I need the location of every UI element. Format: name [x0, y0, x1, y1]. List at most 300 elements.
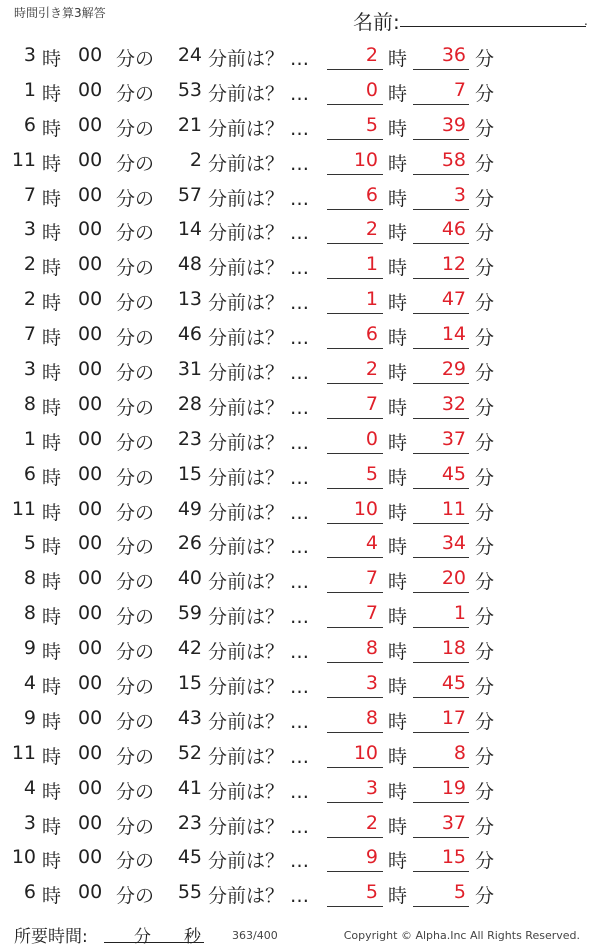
question-minutes-before: 53	[177, 78, 202, 101]
question-minute: 00	[78, 602, 103, 625]
answer-minute-unit: 分	[475, 257, 495, 280]
question-minute: 00	[78, 811, 103, 834]
answer-hour: 5	[365, 113, 378, 136]
question-suffix: 分前は？ …	[208, 780, 310, 803]
problem-row	[0, 736, 600, 771]
answer-minute-line	[413, 174, 469, 175]
answer-hour-unit: 時	[388, 48, 408, 70]
problem-row	[0, 247, 600, 282]
answer-hour-unit: 時	[388, 571, 408, 594]
answer-hour: 4	[365, 532, 378, 555]
answer-minute: 58	[441, 148, 466, 171]
answer-minute: 32	[441, 392, 466, 415]
question-suffix: 分前は？ …	[208, 745, 310, 768]
question-minutes-before: 57	[177, 183, 202, 206]
question-minutes-before: 43	[177, 706, 202, 729]
answer-minute-line	[413, 906, 469, 907]
question-hour: 3	[23, 811, 36, 834]
answer-hour-line	[327, 243, 383, 244]
answer-hour-line	[327, 662, 383, 663]
answer-minute-unit: 分	[475, 676, 495, 699]
answer-hour-line	[327, 871, 383, 872]
problem-row	[0, 352, 600, 387]
question-minute-unit: 分の	[116, 117, 155, 140]
answer-minute-line	[413, 837, 469, 838]
answer-minute-line	[413, 627, 469, 628]
answer-hour: 10	[353, 741, 378, 764]
question-hour-unit: 時	[42, 292, 62, 315]
answer-minute-line	[413, 348, 469, 349]
question-suffix: 分前は？ …	[208, 362, 310, 385]
answer-minute-unit: 分	[475, 780, 495, 803]
question-hour-unit: 時	[42, 82, 62, 105]
question-minute-unit: 分の	[116, 885, 155, 908]
question-hour-unit: 時	[42, 676, 62, 699]
question-minute-unit: 分の	[116, 850, 155, 873]
question-minutes-before: 41	[177, 776, 202, 799]
answer-minute: 45	[441, 462, 466, 485]
question-hour: 4	[23, 776, 36, 799]
question-minutes-before: 21	[177, 113, 202, 136]
question-minute-unit: 分の	[116, 187, 155, 210]
answer-minute: 3	[453, 183, 466, 206]
copyright: Copyright © Alpha.Inc All Rights Reserved.	[343, 929, 580, 942]
answer-minute-line	[413, 139, 469, 140]
question-minutes-before: 24	[177, 44, 202, 66]
answer-hour-unit: 時	[388, 466, 408, 489]
question-minute-unit: 分の	[116, 362, 155, 385]
problem-list	[0, 38, 600, 910]
question-minutes-before: 46	[177, 323, 202, 346]
problem-row	[0, 387, 600, 422]
answer-hour-line	[327, 837, 383, 838]
question-minute: 00	[78, 497, 103, 520]
answer-hour: 0	[365, 78, 378, 101]
answer-minute-unit: 分	[475, 501, 495, 524]
problem-row	[0, 771, 600, 806]
answer-minute: 18	[441, 637, 466, 660]
answer-hour: 8	[365, 706, 378, 729]
answer-hour-unit: 時	[388, 780, 408, 803]
answer-hour: 7	[365, 602, 378, 625]
answer-minute-line	[413, 662, 469, 663]
question-suffix: 分前は？ …	[208, 466, 310, 489]
question-hour-unit: 時	[42, 431, 62, 454]
answer-hour-unit: 時	[388, 396, 408, 419]
answer-hour-line	[327, 697, 383, 698]
answer-hour-line	[327, 732, 383, 733]
question-minute: 00	[78, 846, 103, 869]
question-suffix: 分前は？ …	[208, 501, 310, 524]
question-hour-unit: 時	[42, 815, 62, 838]
question-minute: 00	[78, 288, 103, 311]
answer-hour-line	[327, 348, 383, 349]
question-minutes-before: 2	[189, 148, 202, 171]
question-minute-unit: 分の	[116, 571, 155, 594]
question-hour-unit: 時	[42, 501, 62, 524]
answer-hour: 5	[365, 881, 378, 904]
answer-hour-unit: 時	[388, 745, 408, 768]
answer-minute-unit: 分	[475, 606, 495, 629]
answer-hour: 0	[365, 427, 378, 450]
answer-minute: 37	[441, 811, 466, 834]
question-hour-unit: 時	[42, 187, 62, 210]
question-suffix: 分前は？ …	[208, 187, 310, 210]
question-minutes-before: 28	[177, 392, 202, 415]
question-minute-unit: 分の	[116, 257, 155, 280]
answer-minute: 19	[441, 776, 466, 799]
question-suffix: 分前は？ …	[208, 82, 310, 105]
question-hour-unit: 時	[42, 641, 62, 664]
answer-hour-line	[327, 523, 383, 524]
answer-minute-line	[413, 278, 469, 279]
answer-minute-unit: 分	[475, 327, 495, 350]
page-number: 363/400	[232, 929, 278, 942]
question-hour-unit: 時	[42, 152, 62, 175]
answer-minute-line	[413, 243, 469, 244]
answer-minute: 20	[441, 567, 466, 590]
answer-minute-line	[413, 523, 469, 524]
question-minutes-before: 42	[177, 637, 202, 660]
answer-minute: 8	[453, 741, 466, 764]
answer-minute-unit: 分	[475, 48, 495, 70]
answer-hour-unit: 時	[388, 641, 408, 664]
answer-minute-unit: 分	[475, 745, 495, 768]
name-label: 名前:	[353, 10, 400, 34]
question-suffix: 分前は？ …	[208, 850, 310, 873]
answer-hour-unit: 時	[388, 292, 408, 315]
problem-row	[0, 666, 600, 701]
question-suffix: 分前は？ …	[208, 48, 310, 70]
problem-row	[0, 875, 600, 910]
answer-minute: 14	[441, 323, 466, 346]
question-minute-unit: 分の	[116, 222, 155, 245]
question-hour-unit: 時	[42, 466, 62, 489]
answer-hour-line	[327, 767, 383, 768]
answer-minute-unit: 分	[475, 571, 495, 594]
question-hour-unit: 時	[42, 536, 62, 559]
answer-hour-unit: 時	[388, 885, 408, 908]
name-field-line	[400, 26, 586, 27]
question-minute-unit: 分の	[116, 676, 155, 699]
question-minutes-before: 23	[177, 811, 202, 834]
answer-minute-line	[413, 209, 469, 210]
question-minutes-before: 13	[177, 288, 202, 311]
question-minutes-before: 15	[177, 462, 202, 485]
answer-hour: 2	[365, 218, 378, 241]
question-hour: 3	[23, 218, 36, 241]
question-hour: 6	[23, 881, 36, 904]
answer-hour-unit: 時	[388, 815, 408, 838]
answer-hour-line	[327, 69, 383, 70]
answer-minute: 5	[453, 881, 466, 904]
answer-hour: 2	[365, 44, 378, 66]
question-hour: 2	[23, 288, 36, 311]
answer-hour-unit: 時	[388, 82, 408, 105]
answer-minute-unit: 分	[475, 466, 495, 489]
question-hour-unit: 時	[42, 885, 62, 908]
answer-hour-unit: 時	[388, 362, 408, 385]
question-minute-unit: 分の	[116, 292, 155, 315]
question-minute: 00	[78, 218, 103, 241]
answer-minute: 46	[441, 218, 466, 241]
question-minutes-before: 23	[177, 427, 202, 450]
answer-minute-unit: 分	[475, 885, 495, 908]
question-hour: 7	[23, 323, 36, 346]
question-minutes-before: 55	[177, 881, 202, 904]
problem-row	[0, 73, 600, 108]
problem-row	[0, 806, 600, 841]
problem-row	[0, 701, 600, 736]
answer-minute: 12	[441, 253, 466, 276]
answer-minute-line	[413, 104, 469, 105]
question-minutes-before: 31	[177, 358, 202, 381]
answer-hour: 1	[365, 288, 378, 311]
problem-row	[0, 178, 600, 213]
problem-row	[0, 422, 600, 457]
answer-hour-line	[327, 418, 383, 419]
question-hour: 3	[23, 44, 36, 66]
question-minute: 00	[78, 706, 103, 729]
answer-minute: 1	[453, 602, 466, 625]
question-hour-unit: 時	[42, 850, 62, 873]
answer-hour-line	[327, 174, 383, 175]
answer-minute-line	[413, 313, 469, 314]
question-minutes-before: 52	[177, 741, 202, 764]
question-minutes-before: 15	[177, 672, 202, 695]
answer-hour-line	[327, 627, 383, 628]
question-hour-unit: 時	[42, 362, 62, 385]
question-hour: 1	[23, 78, 36, 101]
question-minute-unit: 分の	[116, 48, 155, 70]
problem-row	[0, 631, 600, 666]
problem-row	[0, 596, 600, 631]
answer-minute-unit: 分	[475, 710, 495, 733]
answer-minute-line	[413, 383, 469, 384]
question-hour: 3	[23, 358, 36, 381]
answer-hour-line	[327, 557, 383, 558]
answer-hour-line	[327, 453, 383, 454]
answer-minute-line	[413, 802, 469, 803]
answer-minute: 45	[441, 672, 466, 695]
answer-hour-unit: 時	[388, 222, 408, 245]
answer-minute-unit: 分	[475, 850, 495, 873]
question-hour-unit: 時	[42, 117, 62, 140]
question-minute-unit: 分の	[116, 710, 155, 733]
problem-row	[0, 108, 600, 143]
answer-minute-line	[413, 557, 469, 558]
problem-row	[0, 212, 600, 247]
answer-minute-line	[413, 418, 469, 419]
answer-minute-unit: 分	[475, 396, 495, 419]
answer-hour: 6	[365, 323, 378, 346]
answer-hour-unit: 時	[388, 606, 408, 629]
answer-hour-line	[327, 592, 383, 593]
answer-hour: 6	[365, 183, 378, 206]
answer-minute-line	[413, 488, 469, 489]
question-minute: 00	[78, 323, 103, 346]
time-sec-label: 秒	[184, 927, 201, 947]
answer-minute-line	[413, 697, 469, 698]
question-minute-unit: 分の	[116, 466, 155, 489]
answer-hour-unit: 時	[388, 327, 408, 350]
answer-minute: 29	[441, 358, 466, 381]
question-hour: 9	[23, 637, 36, 660]
question-suffix: 分前は？ …	[208, 606, 310, 629]
question-hour: 8	[23, 392, 36, 415]
answer-hour-line	[327, 139, 383, 140]
answer-minute-line	[413, 767, 469, 768]
answer-hour-line	[327, 104, 383, 105]
question-minute-unit: 分の	[116, 641, 155, 664]
question-minutes-before: 40	[177, 567, 202, 590]
question-minute: 00	[78, 78, 103, 101]
answer-minute-line	[413, 592, 469, 593]
question-minute: 00	[78, 358, 103, 381]
question-minutes-before: 45	[177, 846, 202, 869]
question-hour: 8	[23, 602, 36, 625]
question-hour: 5	[23, 532, 36, 555]
question-minute: 00	[78, 532, 103, 555]
answer-minute-unit: 分	[475, 536, 495, 559]
answer-hour-unit: 時	[388, 536, 408, 559]
answer-hour: 10	[353, 497, 378, 520]
problem-row	[0, 457, 600, 492]
answer-minute: 47	[441, 288, 466, 311]
question-hour-unit: 時	[42, 606, 62, 629]
answer-hour: 2	[365, 358, 378, 381]
question-minutes-before: 49	[177, 497, 202, 520]
answer-minute-line	[413, 871, 469, 872]
answer-minute-unit: 分	[475, 431, 495, 454]
question-suffix: 分前は？ …	[208, 571, 310, 594]
question-suffix: 分前は？ …	[208, 885, 310, 908]
question-minute-unit: 分の	[116, 396, 155, 419]
answer-hour-line	[327, 802, 383, 803]
answer-minute-unit: 分	[475, 292, 495, 315]
question-hour: 2	[23, 253, 36, 276]
question-hour: 11	[11, 741, 36, 764]
answer-minute: 17	[441, 706, 466, 729]
question-suffix: 分前は？ …	[208, 152, 310, 175]
problem-row	[0, 840, 600, 875]
answer-hour: 3	[365, 776, 378, 799]
question-minute: 00	[78, 637, 103, 660]
question-minutes-before: 14	[177, 218, 202, 241]
answer-hour-unit: 時	[388, 710, 408, 733]
question-suffix: 分前は？ …	[208, 117, 310, 140]
answer-minute-unit: 分	[475, 117, 495, 140]
question-suffix: 分前は？ …	[208, 222, 310, 245]
question-suffix: 分前は？ …	[208, 396, 310, 419]
question-minute: 00	[78, 776, 103, 799]
question-hour-unit: 時	[42, 257, 62, 280]
answer-hour-line	[327, 209, 383, 210]
problem-row	[0, 317, 600, 352]
problem-row	[0, 561, 600, 596]
answer-hour-line	[327, 383, 383, 384]
question-minute: 00	[78, 148, 103, 171]
question-hour-unit: 時	[42, 745, 62, 768]
question-minute: 00	[78, 567, 103, 590]
answer-hour: 9	[365, 846, 378, 869]
answer-minute-unit: 分	[475, 362, 495, 385]
question-minute-unit: 分の	[116, 431, 155, 454]
question-minute-unit: 分の	[116, 327, 155, 350]
answer-hour-unit: 時	[388, 187, 408, 210]
question-minute-unit: 分の	[116, 745, 155, 768]
question-hour: 11	[11, 148, 36, 171]
answer-minute-line	[413, 453, 469, 454]
answer-hour-unit: 時	[388, 501, 408, 524]
question-suffix: 分前は？ …	[208, 815, 310, 838]
answer-hour: 7	[365, 567, 378, 590]
question-suffix: 分前は？ …	[208, 710, 310, 733]
answer-minute-line	[413, 69, 469, 70]
question-suffix: 分前は？ …	[208, 676, 310, 699]
answer-hour-unit: 時	[388, 850, 408, 873]
answer-hour: 2	[365, 811, 378, 834]
worksheet-title: 時間引き算3解答	[14, 6, 106, 20]
time-required-label: 所要時間:	[14, 927, 88, 947]
answer-hour-line	[327, 278, 383, 279]
question-minute-unit: 分の	[116, 815, 155, 838]
question-hour-unit: 時	[42, 571, 62, 594]
question-hour-unit: 時	[42, 780, 62, 803]
answer-hour-unit: 時	[388, 117, 408, 140]
question-minute: 00	[78, 44, 103, 66]
question-minute: 00	[78, 113, 103, 136]
question-suffix: 分前は？ …	[208, 292, 310, 315]
question-hour: 8	[23, 567, 36, 590]
question-hour-unit: 時	[42, 222, 62, 245]
question-minute: 00	[78, 183, 103, 206]
answer-minute: 11	[441, 497, 466, 520]
question-minute-unit: 分の	[116, 82, 155, 105]
answer-hour: 1	[365, 253, 378, 276]
answer-minute-unit: 分	[475, 222, 495, 245]
answer-hour: 7	[365, 392, 378, 415]
question-suffix: 分前は？ …	[208, 431, 310, 454]
answer-minute-unit: 分	[475, 187, 495, 210]
answer-hour-unit: 時	[388, 257, 408, 280]
answer-hour-unit: 時	[388, 431, 408, 454]
answer-hour: 5	[365, 462, 378, 485]
problem-row	[0, 143, 600, 178]
answer-hour-line	[327, 906, 383, 907]
question-hour-unit: 時	[42, 327, 62, 350]
question-suffix: 分前は？ …	[208, 536, 310, 559]
question-minutes-before: 26	[177, 532, 202, 555]
answer-minute: 34	[441, 532, 466, 555]
answer-minute-unit: 分	[475, 82, 495, 105]
name-dot: .	[584, 14, 588, 28]
question-hour: 9	[23, 706, 36, 729]
answer-hour: 8	[365, 637, 378, 660]
question-hour: 11	[11, 497, 36, 520]
time-min-label: 分	[134, 927, 151, 947]
question-hour: 7	[23, 183, 36, 206]
question-minute: 00	[78, 427, 103, 450]
question-minute-unit: 分の	[116, 536, 155, 559]
answer-minute-unit: 分	[475, 152, 495, 175]
answer-minute: 7	[453, 78, 466, 101]
question-hour-unit: 時	[42, 48, 62, 70]
question-minute-unit: 分の	[116, 780, 155, 803]
answer-hour-line	[327, 488, 383, 489]
question-hour-unit: 時	[42, 710, 62, 733]
question-minute: 00	[78, 672, 103, 695]
